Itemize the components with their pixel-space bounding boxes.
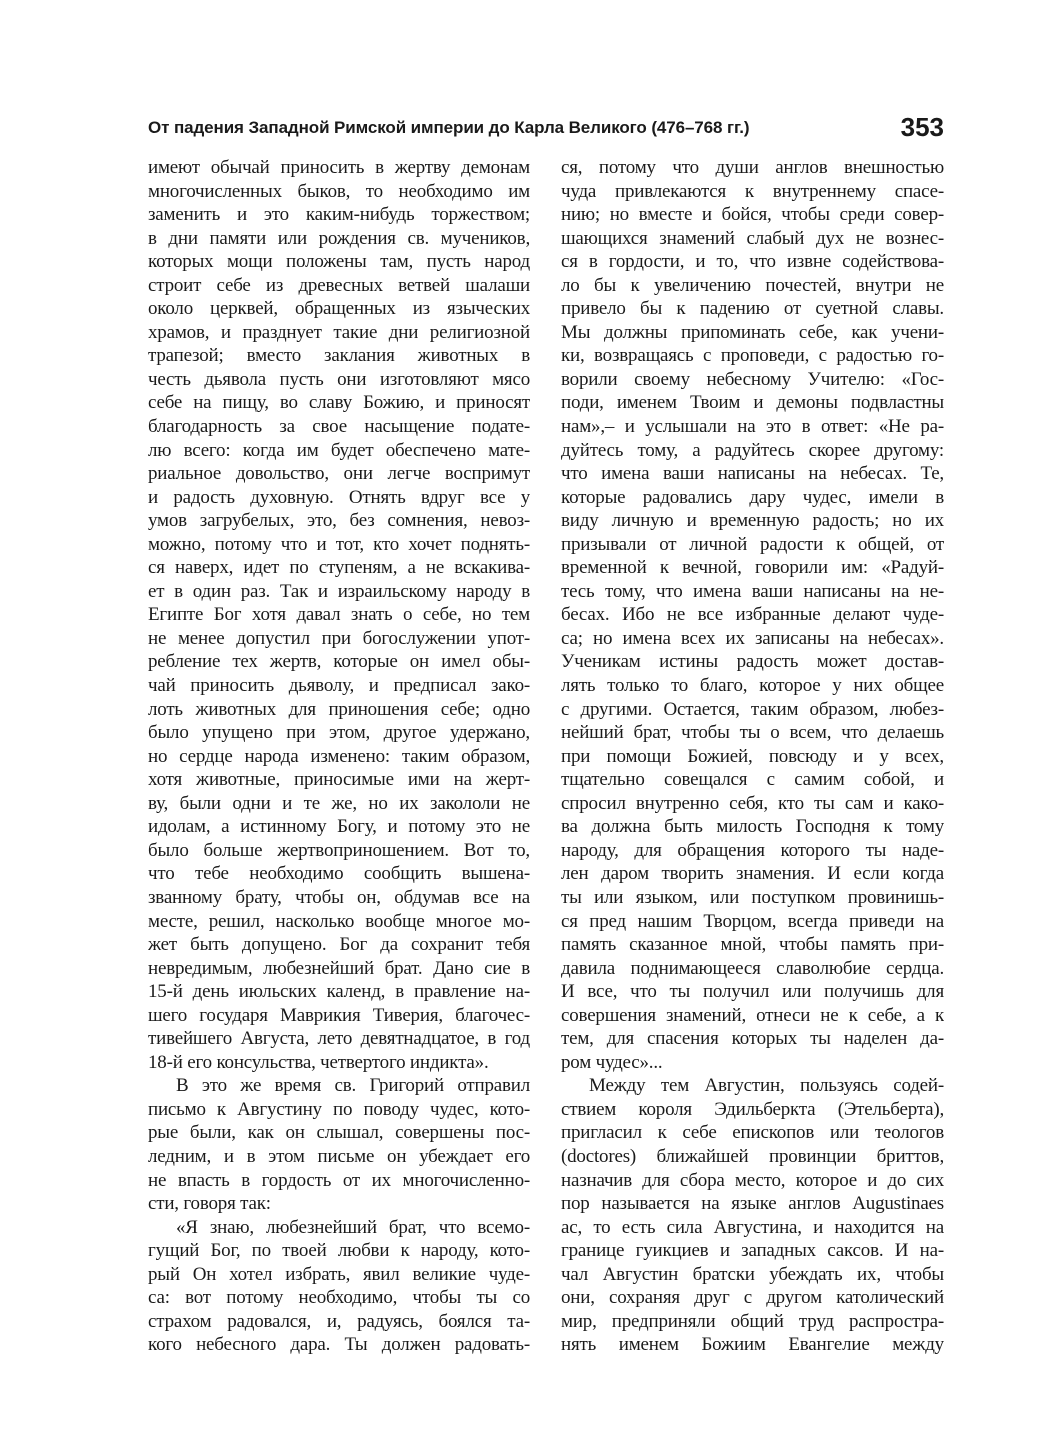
text-line: шего государя Маврикия Тиверия, благочес- [148,1004,530,1026]
text-line: временной к вечной, говорили им: «Радуй- [561,557,944,579]
text-line: кого небесного дара. Ты должен радовать- [148,1334,530,1356]
text-line: рые были, как он слышал, совершены пос- [148,1122,530,1144]
text-line: ты или языком, или поступком провинишь- [561,886,944,908]
text-line: народу, для обращения которого ты наде- [561,839,944,861]
text-line: са: вот потому необходимо, чтобы ты со [148,1287,530,1309]
text-line: ром чудес»... [561,1051,663,1073]
text-line: риальное довольство, они легче воспримут [148,463,530,485]
text-line: Ученикам истины радость может достав- [561,651,944,673]
text-line: ет в один раз. Так и израильскому народу в [148,580,530,602]
text-line: И все, что ты получил или получишь для [561,981,944,1003]
text-line: что тебе необходимо сообщить вышена- [148,863,530,885]
text-line: ворили своему небесному Учителю: «Гос- [561,368,944,390]
text-line: сти, говоря так: [148,1193,271,1215]
text-line: хотя животные, приносимые ими на жерт- [148,769,530,791]
text-line: лоть животных для приношения себе; одно [148,698,530,720]
text-line: пор называется на языке англов Augustinaes [561,1193,944,1215]
text-line: заменить и это каким-нибудь торжеством; [148,204,530,226]
text-line: честь дьявола пусть они изготовляют мясо [148,368,530,390]
text-line: чуда привлекаются к внутреннему спасе- [561,180,944,202]
right-text-column [561,156,944,1357]
text-line: рый Он хотел избрать, явил великие чуде- [148,1263,530,1285]
text-line: «Я знаю, любезнейший брат, что всемо- [176,1216,530,1238]
running-title: От падения Западной Римской империи до Карла Великого (476–768 гг.) [148,118,750,137]
text-line: себе на пищу, во славу Божию, и приносят [148,392,530,414]
text-line: страхом радовался, и, радуясь, боялся та- [148,1310,530,1332]
text-line: ки, возвращаясь с проповеди, с радостью го- [561,345,944,367]
text-line: письмо к Августину по поводу чудес, кото- [148,1098,530,1120]
text-line: благодарность за свое насыщение подате- [148,416,530,438]
text-line: виду личную и временную радость; но их [561,510,944,532]
text-line: назначив для сбора место, которое и до сих [561,1169,944,1191]
text-line: (doctores) ближайшей провинции бриттов, [561,1145,944,1167]
text-line: Мы должны припоминать себе, как учени- [561,321,944,343]
text-line: не менее допустил при богослужении упот- [148,627,530,649]
text-line: мир, предприняли общий труд распростра- [561,1310,944,1332]
text-line: не впасть в гордость от их многочисленно- [148,1169,530,1191]
text-line: поди, именем Твоим и демоны подвластны [561,392,944,414]
text-line: Египте Бог хотя давал знать о себе, но тем [148,604,530,626]
text-line: призывали от личной радости к общей, от [561,533,944,555]
text-line: нять именем Божиим Евангелие между [561,1334,944,1356]
text-line: гущий Бог, по твоей любви к народу, кото- [148,1240,530,1262]
text-line: тесь тому, что имена ваши написаны на не- [561,580,944,602]
text-line: 15-й день июльских календ, в правление на- [148,981,530,1003]
text-line: и радость духовную. Отнять вдруг все у [148,486,530,508]
page-number: 353 [900,112,944,142]
running-header [148,112,944,142]
text-line: званному брату, чтобы он, обдумав все на [148,886,530,908]
text-line: память сказанное мной, чтобы память при- [561,934,944,956]
text-line: привело бы к падению от суетной славы. [561,298,944,320]
text-line: ребление тех жертв, которые он имел обы- [148,651,530,673]
text-line: шающихся знамений слабый дух не вознес- [561,227,944,249]
text-line: тщательно совещался с самим собой, и [561,769,944,791]
text-line: жет быть допущено. Бог да сохранит тебя [148,934,530,956]
text-line: чал Августин братски убеждать их, чтобы [561,1263,944,1285]
text-line: с другими. Остается, таким образом, любез- [561,698,944,720]
text-line: ся в гордости, и то, что извне содействова- [561,251,944,273]
text-line: ся пред нашим Творцом, всегда приведи на [561,910,944,932]
text-line: в дни памяти или рождения св. мучеников, [148,227,530,249]
left-text-column [148,156,530,1357]
text-line: ся наверх, идет по ступеням, а не вскакива- [148,557,530,579]
text-line: спросил внутренно себя, кто ты сам и како- [561,792,944,814]
text-line: невредимым, любезнейший брат. Дано сие в [148,957,530,979]
text-line: которых мощи положены там, пусть народ [148,251,530,273]
text-line: лен даром творить знамения. И если когда [561,863,944,885]
text-line: лять только то благо, которое у них общее [561,675,944,697]
text-line: лю всего: когда им будет обеспечено мате- [148,439,530,461]
text-line: пригласил к себе епископов или теологов [561,1122,944,1144]
text-line: совершения знамений, отнеси не к себе, а к [561,1004,944,1026]
text-line: границе гуикциев и западных саксов. И на- [561,1240,944,1262]
text-line: трапезой; вместо заклания животных в [148,345,530,367]
text-line: дуйтесь тому, а радуйтесь скорее другому: [561,439,944,461]
text-line: чай приносить дьяволу, и предписал зако- [148,675,530,697]
text-line: при помощи Божией, повсюду и у всех, [561,745,944,767]
text-line: было упущено при этом, другое удержано, [148,722,530,744]
text-line: нам»,– и услышали на это в ответ: «Не ра- [561,416,944,438]
text-line: ac, то есть сила Августина, и находится на [561,1216,944,1238]
text-line: которые радовались дару чудес, имели в [561,486,944,508]
text-line: нию; но вместе и бойся, чтобы среди совер- [561,204,944,226]
text-line: храмов, и празднует такие дни религиозной [148,321,530,343]
text-line: многочисленных быков, то необходимо им [148,180,530,202]
text-line: давила поднимающееся славолюбие сердца. [561,957,944,979]
text-line: было больше жертвоприношением. Вот то, [148,839,530,861]
text-line: 18-й его консульства, четвертого индикта». [148,1051,489,1073]
text-line: строит себе из древесных ветвей шалаши [148,274,530,296]
text-line: тивейшего Августа, лето девятнадцатое, в год [148,1028,530,1050]
text-line: бесах. Ибо не все избранные делают чуде- [561,604,944,626]
text-line: идолам, а истинному Богу, и потому это не [148,816,530,838]
text-line: но сердце народа изменено: таким образом, [148,745,530,767]
text-line: ледним, и в этом письме он убеждает его [148,1145,530,1167]
text-line: ся, потому что души англов внешностью [561,157,944,178]
text-line: нейший брат, чтобы ты о всем, что делаешь [561,722,944,744]
text-line: можно, потому что и тот, кто хочет поднять- [148,533,530,555]
text-line: ва должна быть милость Господня к тому [561,816,944,838]
text-line: имеют обычай приносить в жертву демонам [148,157,530,178]
text-line: что имена ваши написаны на небесах. Те, [561,463,944,485]
text-line: ву, были одни и те же, но их закололи не [148,792,530,814]
text-line: месте, решил, насколько вообще многое мо- [148,910,530,932]
text-line: тем, для спасения которых ты наделен да- [561,1028,944,1050]
text-line: В это же время св. Григорий отправил [176,1075,530,1097]
text-line: ствием короля Эдильберкта (Этельберта), [561,1098,944,1120]
text-line: са; но имена всех их записаны на небесах». [561,627,944,649]
text-line: ло бы к увеличению почестей, внутри не [561,274,944,296]
text-line: Между тем Августин, пользуясь содей- [589,1075,944,1097]
text-line: около церквей, обращенных из языческих [148,298,530,320]
text-line: умов загрубелых, это, без сомнения, невоз- [148,510,530,532]
text-line: они, сохраняя друг с другом католический [561,1287,944,1309]
